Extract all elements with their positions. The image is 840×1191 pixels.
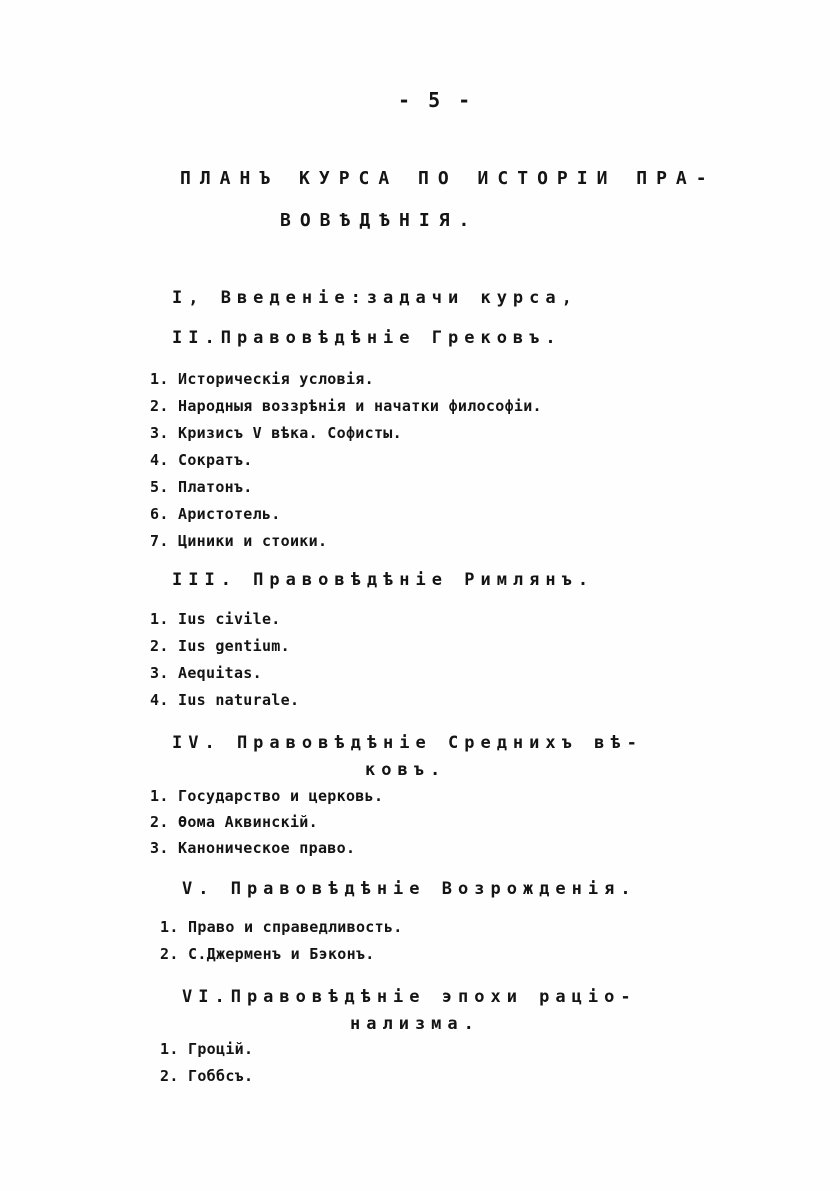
list-item: 4. Сократъ.: [150, 451, 253, 469]
list-item: 3. Каноническое право.: [150, 839, 356, 857]
list-item: 2. С.Джерменъ и Бэконъ.: [160, 945, 375, 963]
section-heading-6: VI.Правовѣдѣніе эпохи раціо-: [182, 987, 637, 1007]
section-heading-1: I, Введеніе:задачи курса,: [172, 288, 578, 308]
list-item: 1. Право и справедливость.: [160, 918, 403, 936]
list-item: 1. Историческія условія.: [150, 370, 374, 388]
section-heading-3: III. Правовѣдѣніе Римлянъ.: [172, 570, 595, 590]
document-title-line-2: ВОВѢДѢНІЯ.: [280, 210, 479, 231]
section-heading-6-continuation: нализма.: [350, 1014, 480, 1034]
page-number: - 5 -: [398, 88, 474, 112]
list-item: 2. Гоббсъ.: [160, 1067, 254, 1085]
list-item: 2. Ius gentium.: [150, 637, 290, 655]
section-heading-4-continuation: ковъ.: [365, 760, 447, 780]
section-heading-4: IV. Правовѣдѣніе Среднихъ вѣ-: [172, 733, 643, 753]
document-title-line-1: ПЛАНЪ КУРСА ПО ИСТОРІИ ПРА-: [180, 168, 716, 189]
list-item: 2. Народныя воззрѣнія и начатки философіи.: [150, 397, 542, 415]
list-item: 7. Циники и стоики.: [150, 532, 328, 550]
list-item: 1. Гроцій.: [160, 1040, 254, 1058]
list-item: 3. Кризисъ V вѣка. Софисты.: [150, 424, 402, 442]
section-heading-2: II.Правовѣдѣніе Грековъ.: [172, 328, 562, 348]
list-item: 4. Ius naturale.: [150, 691, 300, 709]
section-heading-5: V. Правовѣдѣніе Возрожденія.: [182, 879, 637, 899]
list-item: 6. Аристотель.: [150, 505, 281, 523]
list-item: 3. Aequitas.: [150, 664, 262, 682]
list-item: 1. Ius civile.: [150, 610, 281, 628]
list-item: 2. Ѳома Аквинскій.: [150, 813, 318, 831]
list-item: 1. Государство и церковь.: [150, 787, 384, 805]
list-item: 5. Платонъ.: [150, 478, 253, 496]
